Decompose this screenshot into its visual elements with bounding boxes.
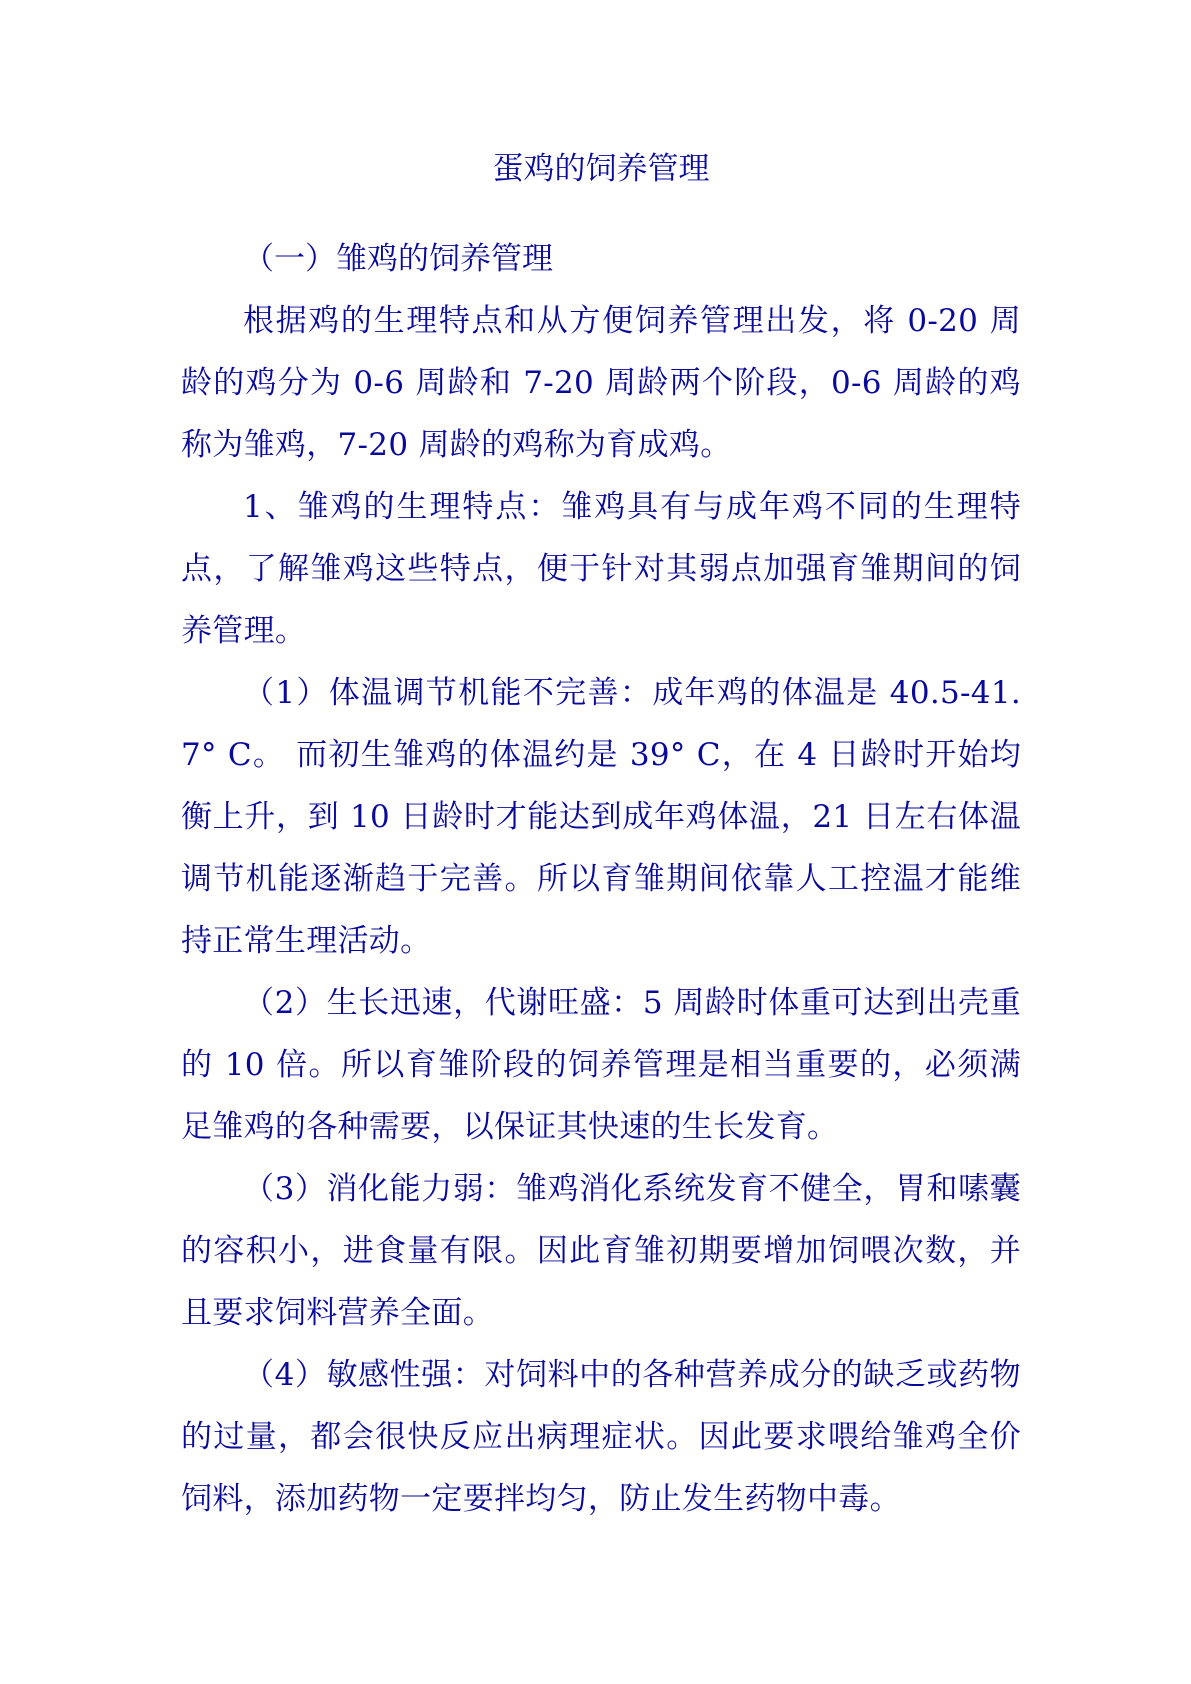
paragraph-physiology: 1、雏鸡的生理特点：雏鸡具有与成年鸡不同的生理特点，了解雏鸡这些特点，便于针对其弱点加强育雏期间的饲养管理。 — [181, 489, 1021, 649]
paragraph-temperature: （1）体温调节机能不完善：成年鸡的体温是 40.5-41.7° C。 而初生雏鸡的体温约是 39° C，在 4 日龄时开始均衡上升，到 10 日龄时才能达到成年鸡体温，21 日左右体温调节机能逐渐趋于完善。所以育雏期间依靠人工控温才能维持正常生理活动。 — [181, 675, 1021, 959]
paragraph-intro: 根据鸡的生理特点和从方便饲养管理出发，将 0-20 周龄的鸡分为 0-6 周龄和 7-20 周龄两个阶段，0-6 周龄的鸡称为雏鸡，7-20 周龄的鸡称为育成鸡。 — [181, 303, 1021, 463]
paragraph-digestion: （3）消化能力弱：雏鸡消化系统发育不健全，胃和嗉囊的容积小，进食量有限。因此育雏初期要增加饲喂次数，并且要求饲料营养全面。 — [181, 1171, 1021, 1331]
paragraph-growth: （2）生长迅速，代谢旺盛：5 周龄时体重可达到出壳重的 10 倍。所以育雏阶段的饲养管理是相当重要的，必须满足雏鸡的各种需要，以保证其快速的生长发育。 — [181, 985, 1021, 1145]
section-heading: （一）雏鸡的饲养管理 — [243, 241, 553, 277]
document-body — [181, 138, 1021, 1530]
document-title: 蛋鸡的饲养管理 — [492, 151, 710, 187]
paragraph-sensitivity: （4）敏感性强：对饲料中的各种营养成分的缺乏或药物的过量，都会很快反应出病理症状。因此要求喂给雏鸡全价饲料，添加药物一定要拌均匀，防止发生药物中毒。 — [181, 1357, 1021, 1517]
